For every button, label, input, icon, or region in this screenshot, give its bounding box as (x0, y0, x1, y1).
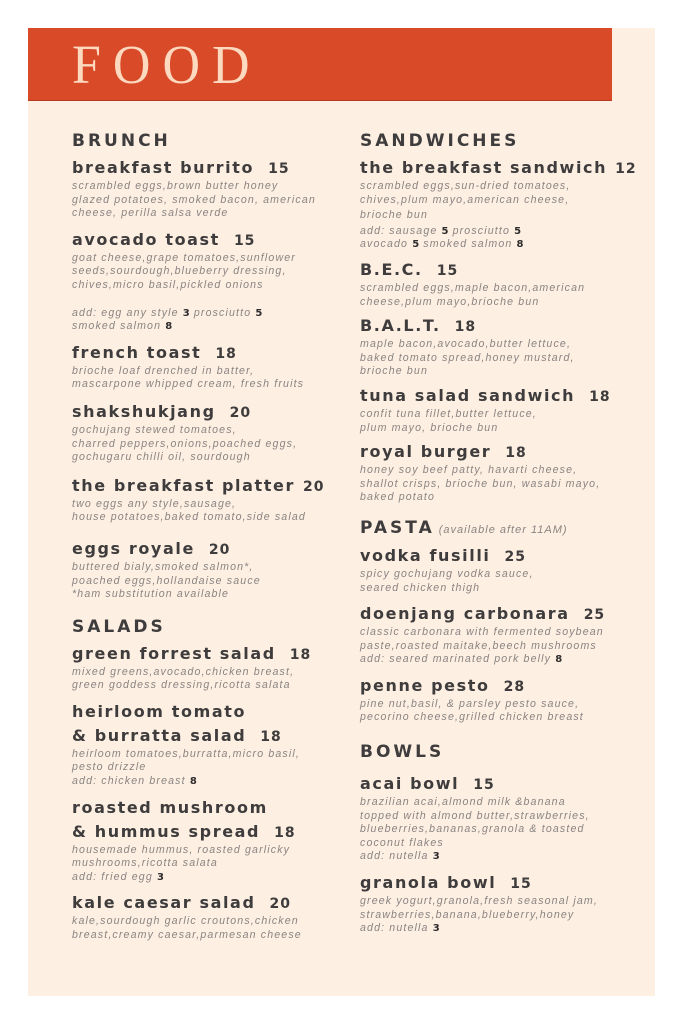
menu-header-band (28, 28, 612, 101)
item-name: avocado toast (72, 229, 220, 249)
item-name: vodka fusilli (360, 545, 491, 565)
pasta-availability-note: (available after 11AM) (438, 523, 568, 536)
menu-item (72, 643, 342, 693)
item-description: poached eggs,hollandaise sauce (72, 574, 261, 587)
item-name: the breakfast platter (72, 475, 295, 495)
item-description: house potatoes,baked tomato,side salad (72, 511, 306, 524)
page-title: FOOD (72, 35, 262, 96)
item-description: mascarpone whipped cream, fresh fruits (72, 378, 305, 391)
item-description: *ham substitution available (72, 588, 230, 601)
menu-item (72, 797, 342, 885)
menu-item (72, 342, 342, 392)
item-description: confit tuna fillet,butter lettuce, (360, 407, 537, 420)
item-name: granola bowl (360, 873, 497, 893)
menu-item (72, 701, 342, 789)
menu-item (360, 385, 640, 435)
item-addons: add: sausage 5 prosciutto 5 (360, 224, 522, 237)
item-name: doenjang carbonara (360, 604, 570, 624)
item-price: 18 (260, 728, 282, 745)
item-name: heirloom tomato (72, 701, 247, 721)
item-price: 25 (504, 548, 526, 565)
item-description: greek yogurt,granola,fresh seasonal jam, (360, 895, 598, 908)
item-description: pesto drizzle (72, 761, 147, 774)
item-name: B.A.L.T. (360, 316, 441, 336)
item-addons: smoked salmon 8 (72, 320, 173, 333)
item-description: seeds,sourdough,blueberry dressing, (72, 265, 287, 278)
item-description: shallot crisps, brioche bun, wasabi mayo, (360, 477, 601, 490)
item-description: two eggs any style,sausage, (72, 497, 237, 510)
menu-item (72, 538, 342, 602)
item-description: plum mayo, brioche bun (360, 421, 499, 434)
item-name: shakshukjang (72, 401, 216, 421)
item-addons: add: nutella 3 (360, 922, 440, 935)
menu-item (72, 401, 342, 465)
item-description: scrambled eggs,maple bacon,american (360, 281, 586, 294)
section-title-brunch: BRUNCH (72, 131, 171, 151)
item-name: roasted mushroom (72, 797, 268, 817)
menu-item (72, 475, 342, 525)
item-description: breast,creamy caesar,parmesan cheese (72, 929, 302, 942)
item-price: 20 (302, 478, 325, 495)
item-name: tuna salad sandwich (360, 385, 576, 405)
item-description: blueberries,bananas,granola & toasted (360, 823, 585, 836)
menu-item (72, 892, 342, 942)
item-price: 20 (269, 896, 291, 913)
item-addons: avocado 5 smoked salmon 8 (360, 238, 524, 251)
item-price: 15 (510, 876, 532, 893)
item-description: heirloom tomatoes,burratta,micro basil, (72, 747, 300, 760)
item-description: pecorino cheese,grilled chicken breast (360, 711, 584, 724)
item-price: 28 (503, 678, 526, 695)
item-description: chives,micro basil,pickled onions (72, 278, 264, 291)
item-description: buttered bialy,smoked salmon*, (72, 560, 254, 573)
menu-item (360, 545, 640, 595)
item-price: 20 (208, 541, 231, 558)
item-description: brioche bun (360, 365, 429, 378)
item-description: strawberries,banana,blueberry,honey (360, 908, 575, 921)
item-price: 15 (233, 232, 256, 249)
item-price: 18 (215, 345, 237, 362)
item-description: mushrooms,ricotta salata (72, 857, 218, 870)
item-description: pine nut,basil, & parsley pesto sauce, (360, 697, 580, 710)
item-description: kale,sourdough garlic croutons,chicken (72, 915, 299, 928)
item-description: green goddess dressing,ricotta salata (72, 679, 291, 692)
item-name: eggs royale (72, 538, 195, 558)
item-description: scrambled eggs,sun-dried tomatoes, (360, 180, 571, 192)
item-addons: add: fried egg 3 (72, 870, 164, 883)
item-description: topped with almond butter,strawberries, (360, 809, 590, 822)
item-description: classic carbonara with fermented soybean (360, 626, 604, 639)
item-name: penne pesto (360, 675, 490, 695)
item-price: 15 (436, 262, 459, 279)
item-name: breakfast burrito (72, 158, 255, 177)
item-description: brazilian acai,almond milk &banana (360, 796, 566, 809)
item-description: spicy gochujang vodka sauce, (360, 567, 534, 580)
menu-item (72, 157, 342, 221)
item-description: cheese,plum mayo,brioche bun (360, 295, 540, 308)
item-price: 18 (274, 824, 296, 841)
item-description: baked potato (360, 491, 436, 504)
item-price: 18 (505, 445, 527, 462)
item-description: honey soy beef patty, havarti cheese, (360, 464, 578, 477)
item-description: goat cheese,grape tomatoes,sunflower (72, 251, 296, 264)
menu-item (360, 872, 640, 936)
item-price: 25 (583, 607, 606, 624)
section-title-salads: SALADS (72, 616, 166, 637)
item-description: mixed greens,avocado,chicken breast, (72, 665, 295, 678)
item-description: paste,roasted maitake,beech mushrooms (360, 639, 597, 652)
item-description: baked tomato spread,honey mustard, (360, 351, 575, 364)
menu-item (360, 441, 640, 505)
section-title-pasta: PASTA (available after 11AM) (360, 517, 568, 538)
item-name: & burratta salad (72, 725, 247, 745)
item-name: kale caesar salad (72, 893, 256, 913)
menu-item (360, 773, 640, 864)
section-title-bowls: BOWLS (360, 742, 445, 763)
menu-item (360, 157, 640, 252)
item-addons: add: chicken breast 8 (72, 775, 197, 788)
item-description: glazed potatoes, smoked bacon, american (72, 193, 316, 206)
item-price: 15 (268, 161, 290, 177)
item-description: cheese, perilla salsa verde (72, 207, 229, 220)
item-price: 20 (229, 404, 252, 421)
item-price: 18 (289, 646, 312, 663)
item-description: gochujang stewed tomatoes, (72, 423, 237, 436)
item-description: gochugaru chilli oil, sourdough (72, 451, 251, 464)
item-name: the breakfast sandwich (360, 158, 608, 177)
item-price: 18 (589, 388, 611, 405)
item-name: & hummus spread (72, 821, 261, 841)
item-price: 15 (473, 777, 495, 794)
item-name: B.E.C. (360, 259, 423, 279)
item-addons: add: nutella 3 (360, 850, 440, 863)
menu-item (360, 315, 640, 379)
menu-item (72, 229, 342, 334)
item-description: seared chicken thigh (360, 581, 481, 594)
item-description: coconut flakes (360, 836, 444, 849)
item-addons: add: egg any style 3 prosciutto 5 (72, 306, 263, 319)
item-price: 18 (454, 319, 477, 336)
item-name: french toast (72, 342, 202, 362)
item-name: acai bowl (360, 774, 460, 794)
item-description: maple bacon,avocado,butter lettuce, (360, 338, 572, 351)
menu-item (360, 259, 640, 309)
item-name: green forrest salad (72, 643, 276, 663)
item-name: royal burger (360, 442, 492, 462)
item-description: chives,plum mayo,american cheese, (360, 193, 570, 206)
item-description: brioche loaf drenched in batter, (72, 364, 255, 377)
item-description: scrambled eggs,brown butter honey (72, 180, 279, 192)
item-description: charred peppers,onions,poached eggs, (72, 437, 298, 450)
item-price: 12 (615, 161, 637, 177)
item-description: brioche bun (360, 209, 429, 222)
right-column (360, 130, 640, 936)
item-description: housemade hummus, roasted garlicky (72, 843, 291, 856)
menu-item (360, 675, 640, 725)
left-column (72, 130, 342, 943)
item-addons: add: seared marinated pork belly 8 (360, 653, 563, 666)
menu-item (360, 603, 640, 667)
section-title-sandwiches: SANDWICHES (360, 131, 520, 151)
